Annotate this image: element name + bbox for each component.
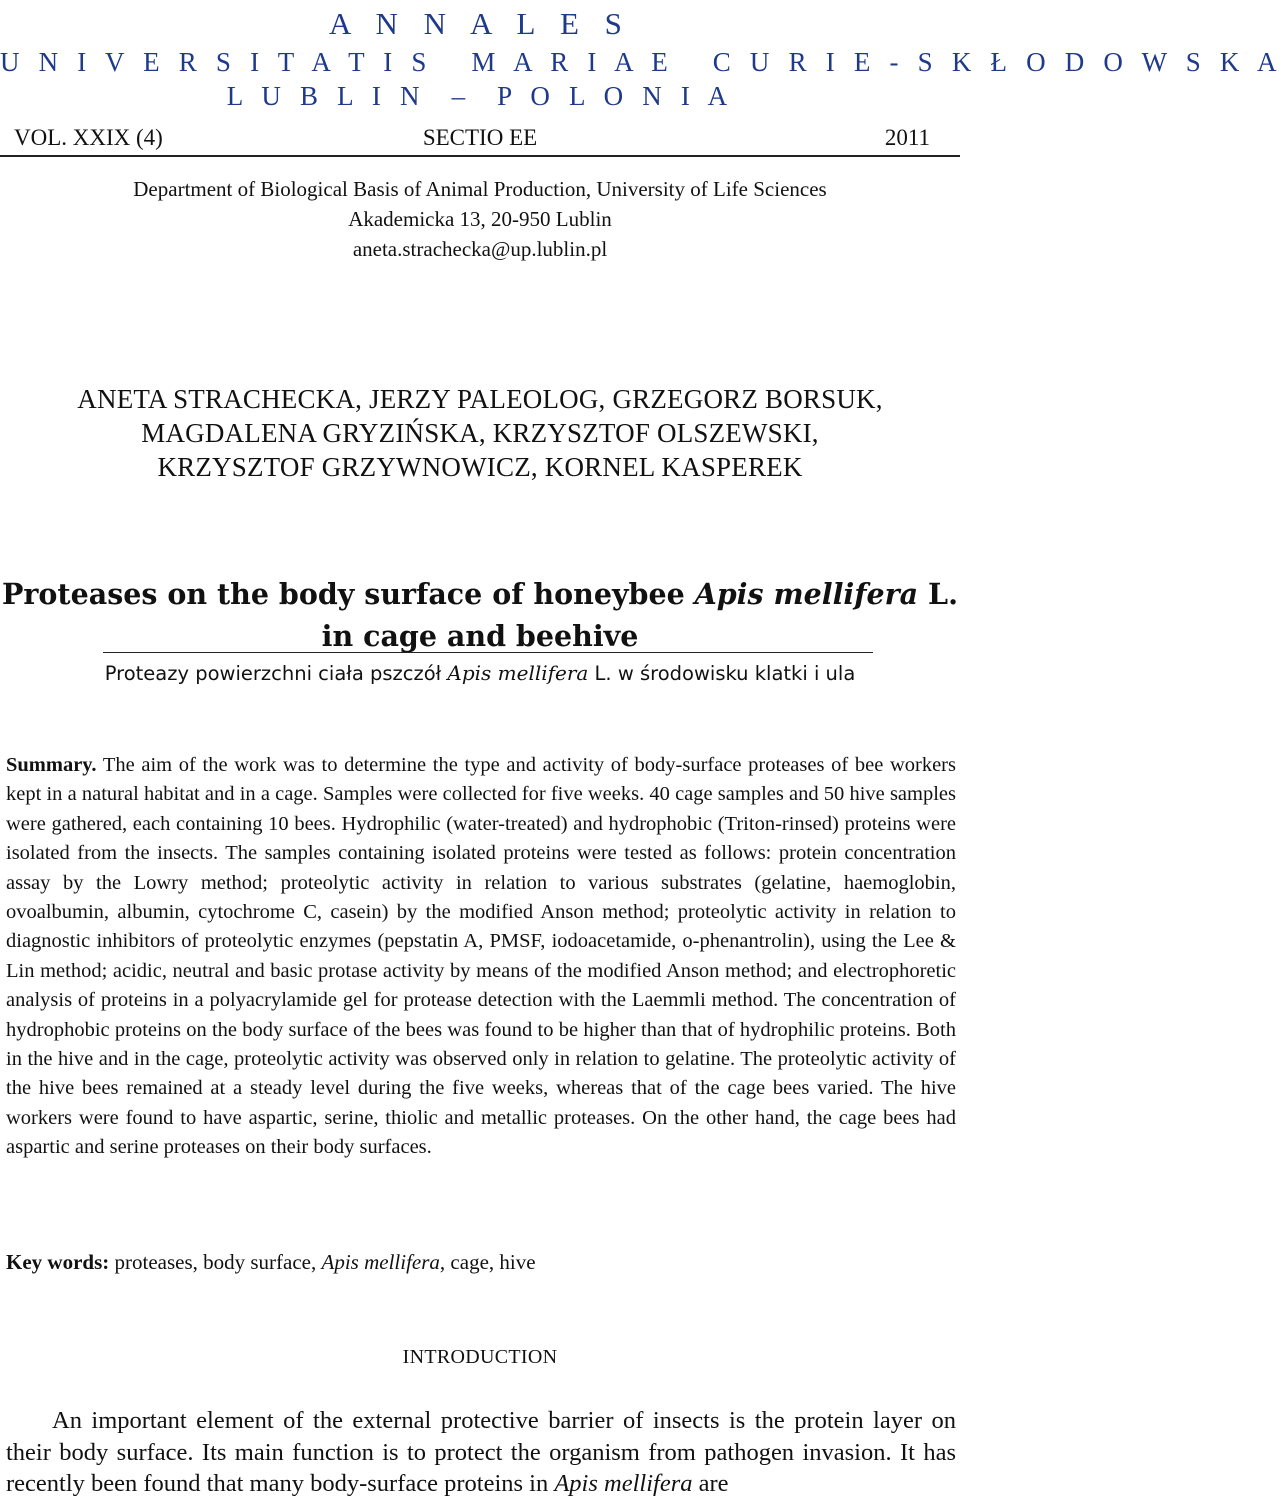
section-heading-introduction: INTRODUCTION: [402, 1346, 558, 1368]
journal-place: L U B L I N – P O L O N I A: [226, 81, 734, 111]
introduction-paragraph: An important element of the external protective barrier of insects is the protein layer on their body surface. Its main function is to protect the organism from pathogen invasion. It has recently been found that many body-surface proteins in Apis mellifera are: [6, 1407, 956, 1497]
keywords: Key words: proteases, body surface, Apis mellifera, cage, hive: [6, 1250, 536, 1274]
affiliation-email: aneta.strachecka@up.lublin.pl: [352, 237, 608, 261]
journal-university: U N I V E R S I T A T I S M A R I A E C U R I E - S K Ł O D O W S K A: [0, 47, 1283, 77]
title-rule: [103, 652, 873, 653]
polish-title: Proteazy powierzchni ciała pszczół Apis mellifera L. w środowisku klatki i ula: [104, 661, 856, 685]
section-label: SECTIO EE: [422, 125, 538, 150]
journal-title: A N N A L E S: [329, 6, 631, 41]
affiliation-address: Akademicka 13, 20-950 Lublin: [348, 207, 612, 231]
header-rule: [0, 155, 960, 157]
authors: [0, 382, 960, 484]
authors-line: KRZYSZTOF GRZYWNOWICZ, KORNEL KASPEREK: [157, 452, 803, 482]
paper-title: [0, 573, 960, 657]
authors-line: ANETA STRACHECKA, JERZY PALEOLOG, GRZEGORZ BORSUK,: [77, 384, 883, 414]
publication-year: 2011: [884, 125, 930, 150]
paper-title-line-2: in cage and beehive: [321, 619, 639, 653]
species-name: Apis mellifera: [694, 577, 919, 611]
journal-volume-row: [0, 122, 960, 154]
summary-paragraph: [6, 751, 956, 1163]
summary-text: The aim of the work was to determine the type and activity of body-surface proteases of bee workers kept in a natural habitat and in a cage. Samples were collected for five weeks. 40 cage samples and 50 hive samples were gathered, each containing 10 bees. Hydrophilic (water-treated) and hydrophobic (Triton-rinsed) proteins were isolated from the insects. The samples containing isolated proteins were tested as follows: protein concentration assay by the Lowry method; proteolytic activity in relation to various substrates (gelatine, haemoglobin, ovoalbumin, albumin, cytochrome C, casein) by the modified Anson method; proteolytic activity in relation to diagnostic inhibitors of proteolytic enzymes (pepstatin A, PMSF, iodoacetamide, o-phenantrolin), using the Lee & Lin method; acidic, neutral and basic protase activity by means of the modified Anson method; and electrophoretic analysis of proteins in a polyacrylamide gel for protease detection with the Laemmli method. The concentration of hydrophobic proteins on the body surface of the bees was found to be higher than that of hydrophilic proteins. Both in the hive and in the cage, proteolytic activity was observed only in relation to gelatine. The proteolytic activity of the hive bees remained at a steady level during the five weeks, whereas that of the cage bees varied. The hive workers were found to have aspartic, serine, thiolic and metallic proteases. On the other hand, the cage bees had aspartic and serine proteases on their body surfaces.: [6, 754, 956, 1159]
paper-title-line-1: Proteases on the body surface of honeybee Apis mellifera L.: [1, 577, 959, 611]
species-name: Apis mellifera: [321, 1250, 440, 1274]
volume-number: VOL. XXIX (4): [14, 125, 163, 150]
affiliation-department: Department of Biological Basis of Animal Production, University of Life Sciences: [133, 177, 827, 201]
species-name: Apis mellifera: [554, 1470, 693, 1497]
summary-label: Summary.: [6, 754, 97, 776]
authors-line: MAGDALENA GRYZIŃSKA, KRZYSZTOF OLSZEWSKI,: [141, 418, 819, 448]
species-name: Apis mellifera: [447, 661, 589, 685]
keywords-label: Key words:: [6, 1250, 110, 1274]
